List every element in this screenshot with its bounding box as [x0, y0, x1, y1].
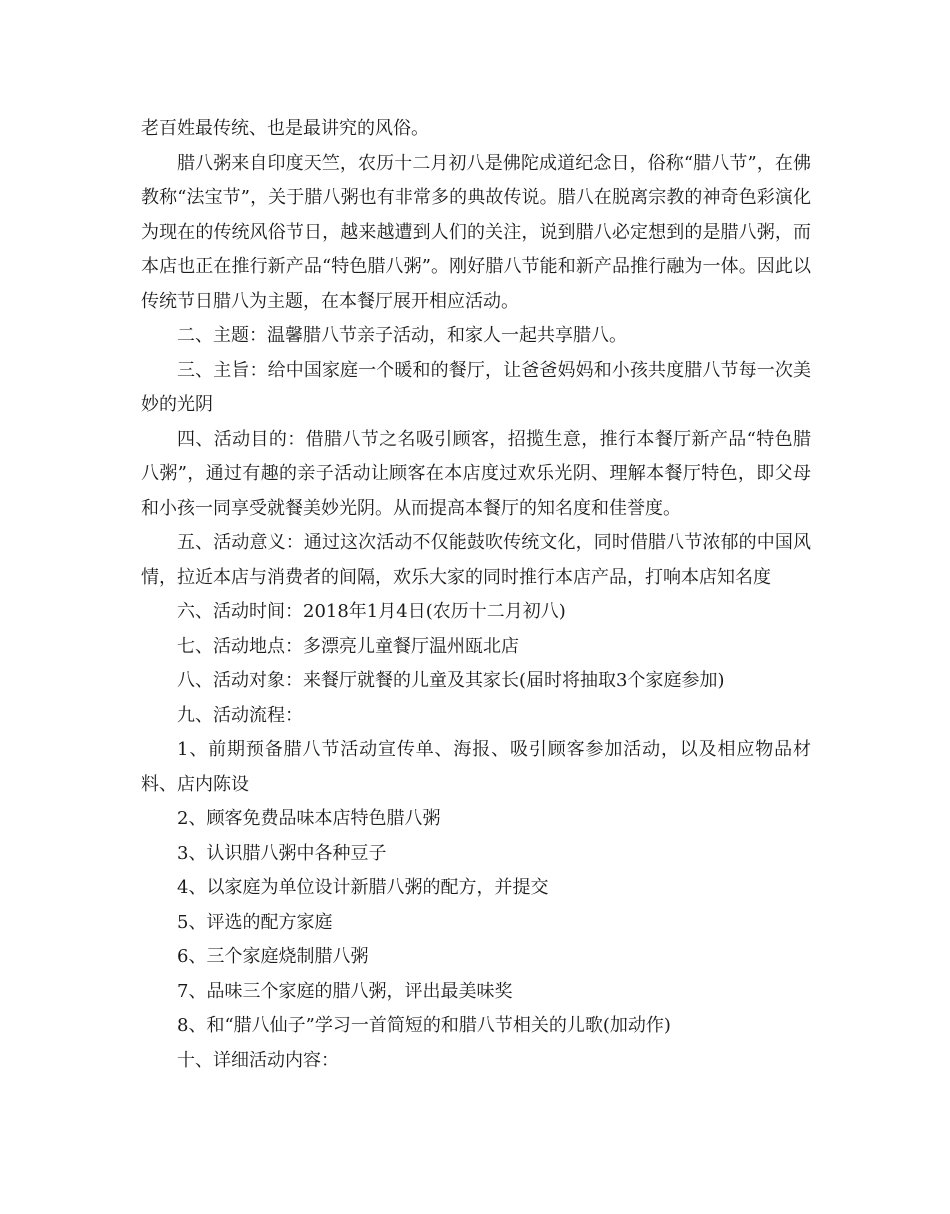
paragraph-audience: 八、活动对象：来餐厅就餐的儿童及其家长(届时将抽取3个家庭参加): [177, 670, 725, 691]
process-step-7: 7、品味三个家庭的腊八粥，评出最美味奖: [177, 980, 513, 1002]
process-step-3: 3、认识腊八粥中各种豆子: [177, 842, 387, 864]
process-step-6: 6、三个家庭烧制腊八粥: [177, 946, 369, 967]
paragraph-location: 七、活动地点：多漂亮儿童餐厅温州瓯北店: [177, 635, 519, 657]
process-step-2: 2、顾客免费品味本店特色腊八粥: [177, 808, 441, 829]
paragraph-background: 腊八粥来自印度天竺，农历十二月初八是佛陀成道纪念日，俗称“腊八节”，在佛教称“法宝节”，关于腊八粥也有非常多的典故传说。腊八在脱离宗教的神奇色彩演化为现在的传统风俗节日，越来越遭到人们的关注，说到腊八必定想到的是腊八粥，而本店也正在推行新产品“特色腊八粥”。刚好腊八节能和新产品推行融为一体。因此以传统节日腊八为主题，在本餐厅展开相应活动。: [141, 152, 811, 312]
paragraph-process-heading: 九、活动流程：: [177, 704, 303, 726]
process-step-8: 8、和“腊八仙子”学习一首简短的和腊八节相关的儿歌(加动作): [177, 1015, 671, 1036]
process-step-5: 5、评选的配方家庭: [177, 911, 333, 933]
paragraph-continuation: 老百姓最传统、也是最讲究的风俗。: [141, 118, 429, 139]
process-step-4: 4、以家庭为单位设计新腊八粥的配方，并提交: [177, 877, 549, 898]
paragraph-time: 六、活动时间：2018年1月4日(农历十二月初八): [177, 601, 566, 622]
paragraph-purpose: 三、主旨：给中国家庭一个暖和的餐厅，让爸爸妈妈和小孩共度腊八节每一次美妙的光阴: [141, 359, 811, 415]
process-step-1: 1、前期预备腊八节活动宣传单、海报、吸引顾客参加活动，以及相应物品材料、店内陈设: [141, 739, 811, 795]
paragraph-details-heading: 十、详细活动内容：: [177, 1049, 339, 1071]
paragraph-significance: 五、活动意义：通过这次活动不仅能鼓吹传统文化，同时借腊八节浓郁的中国风情，拉近本店与消费者的间隔，欢乐大家的同时推行本店产品，打响本店知名度: [141, 532, 811, 588]
paragraph-theme: 二、主题：温馨腊八节亲子活动，和家人一起共享腊八。: [177, 325, 627, 346]
paragraph-goal: 四、活动目的：借腊八节之名吸引顾客，招揽生意，推行本餐厅新产品“特色腊八粥”，通过有趣的亲子活动让顾客在本店度过欢乐光阴、理解本餐厅特色，即父母和小孩一同享受就餐美妙光阴。从而提高本餐厅的知名度和佳誉度。: [141, 428, 811, 519]
document-body: [141, 112, 811, 1078]
